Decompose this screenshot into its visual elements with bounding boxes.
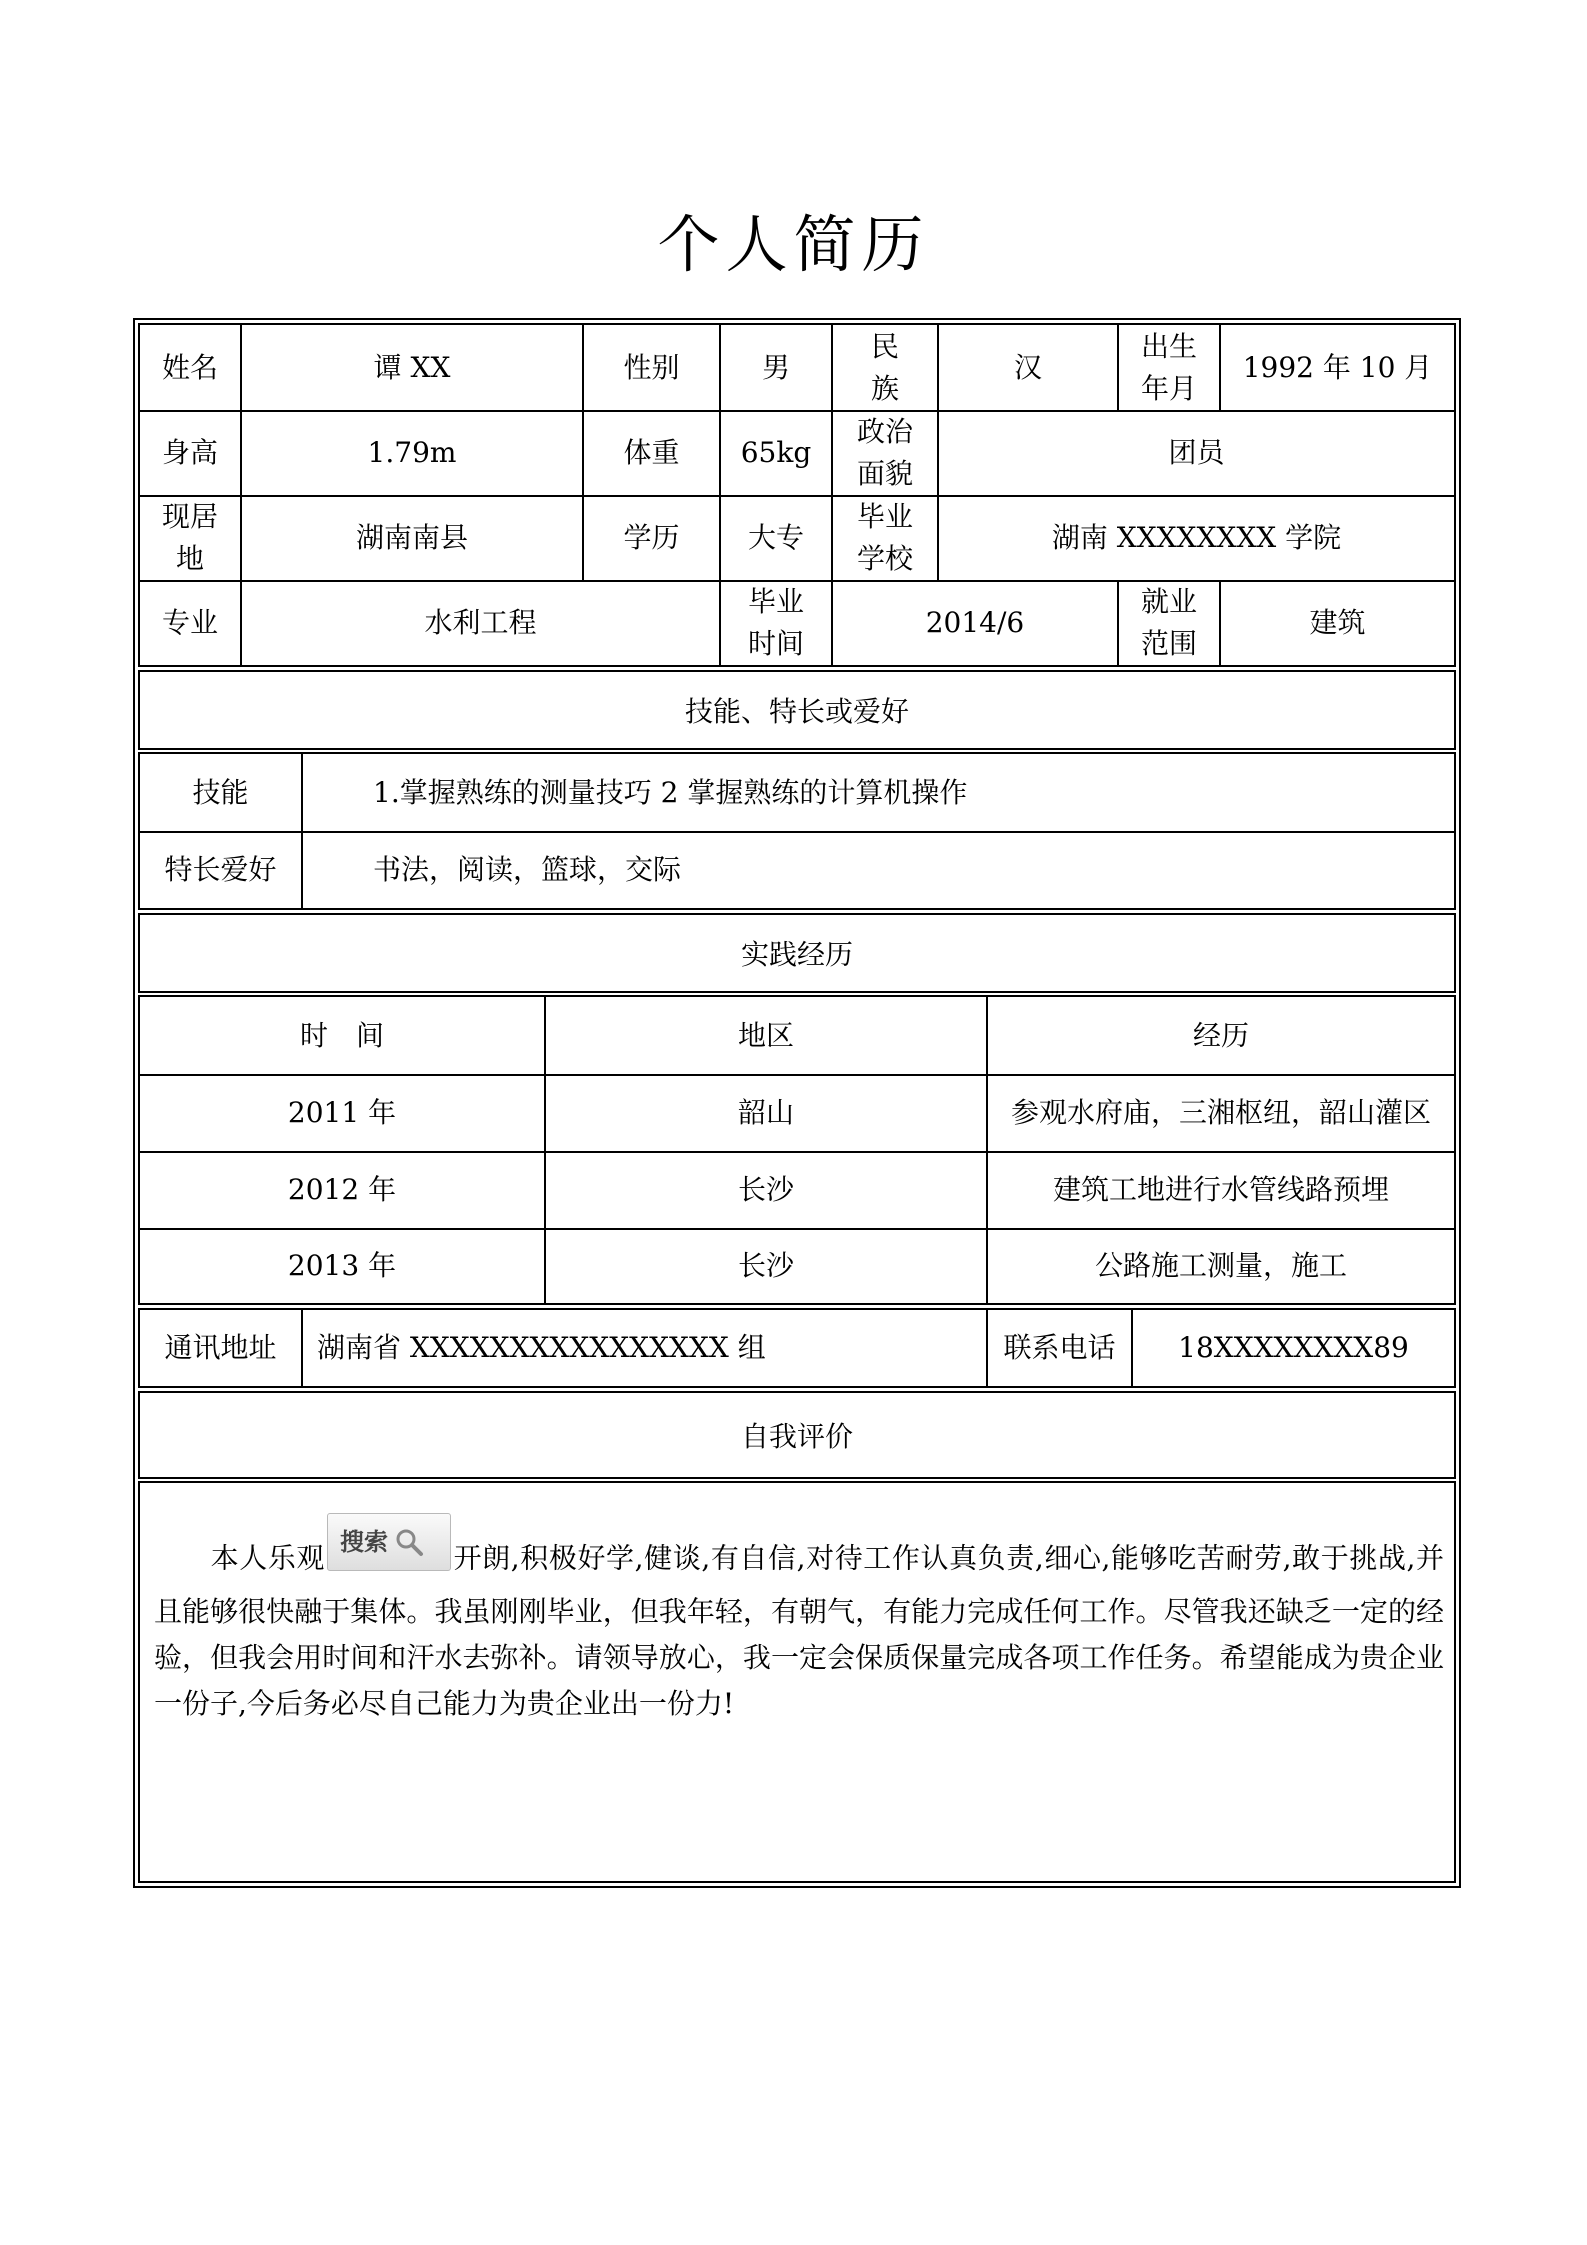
major-value: 水利工程 bbox=[242, 580, 721, 665]
weight-value: 65kg bbox=[721, 410, 833, 495]
practice-header: 实践经历 bbox=[138, 913, 1456, 993]
politics-value: 团员 bbox=[1168, 435, 1225, 469]
row-skills bbox=[140, 754, 1454, 833]
residence-label: 现居地 bbox=[140, 495, 242, 580]
row-hobby bbox=[140, 831, 1454, 908]
school-value: 湖南 XXXXXXXX 学院 bbox=[1051, 520, 1342, 554]
self-eval-text bbox=[154, 1528, 1444, 1727]
basic-info bbox=[138, 323, 1456, 667]
row-residence bbox=[140, 495, 1454, 582]
col-time: 时 间 bbox=[140, 997, 546, 1074]
grad-time-label: 毕业时间 bbox=[721, 580, 833, 665]
row-time: 2011 年 bbox=[140, 1074, 546, 1151]
name-label: 姓名 bbox=[140, 325, 242, 410]
grad-time-value: 2014/6 bbox=[833, 580, 1119, 665]
row-time: 2013 年 bbox=[140, 1228, 546, 1303]
height-value: 1.79m bbox=[242, 410, 584, 495]
employment-label: 就业范围 bbox=[1119, 580, 1221, 665]
row-time: 2012 年 bbox=[140, 1151, 546, 1228]
row-detail: 参观水府庙，三湘枢纽，韶山灌区 bbox=[1010, 1095, 1431, 1129]
major-label: 专业 bbox=[140, 580, 242, 665]
phone-label: 联系电话 bbox=[988, 1310, 1133, 1386]
skills-block bbox=[138, 752, 1456, 910]
search-button[interactable] bbox=[327, 1513, 451, 1571]
education-value: 大专 bbox=[721, 495, 833, 580]
col-detail: 经历 bbox=[1192, 1018, 1249, 1052]
row-place: 长沙 bbox=[546, 1151, 988, 1228]
school-label: 毕业学校 bbox=[833, 495, 939, 580]
skills-header: 技能、特长或爱好 bbox=[138, 670, 1456, 750]
row-name bbox=[140, 325, 1454, 412]
col-place: 地区 bbox=[546, 997, 988, 1074]
row-major bbox=[140, 580, 1454, 665]
gender-value: 男 bbox=[721, 325, 833, 410]
birth-label: 出生年月 bbox=[1119, 325, 1221, 410]
search-label: 搜索 bbox=[339, 1528, 388, 1556]
self-eval-header: 自我评价 bbox=[138, 1391, 1456, 1479]
self-eval-body bbox=[138, 1481, 1456, 1883]
table-row bbox=[140, 1151, 1454, 1230]
address-label: 通讯地址 bbox=[140, 1310, 303, 1386]
ethnicity-value: 汉 bbox=[939, 325, 1119, 410]
hobby-label: 特长爱好 bbox=[140, 831, 303, 908]
table-row bbox=[140, 1228, 1454, 1303]
phone-value: 18XXXXXXXX89 bbox=[1178, 1331, 1409, 1364]
education-label: 学历 bbox=[584, 495, 721, 580]
height-label: 身高 bbox=[140, 410, 242, 495]
name-value: 谭 XX bbox=[242, 325, 584, 410]
row-place: 韶山 bbox=[546, 1074, 988, 1151]
residence-value: 湖南南县 bbox=[242, 495, 584, 580]
practice-header-row bbox=[140, 997, 1454, 1076]
hobby-value: 书法，阅读，篮球，交际 bbox=[373, 852, 682, 886]
ethnicity-label: 民族 bbox=[833, 325, 939, 410]
row-detail: 建筑工地进行水管线路预埋 bbox=[1052, 1172, 1389, 1206]
self-eval-text-start: 本人乐观 bbox=[210, 1541, 325, 1575]
row-detail: 公路施工测量，施工 bbox=[1094, 1248, 1347, 1282]
address-value: 湖南省 XXXXXXXXXXXXXXXX 组 bbox=[303, 1310, 988, 1386]
politics-label: 政治面貌 bbox=[833, 410, 939, 495]
row-height bbox=[140, 410, 1454, 497]
contact-row bbox=[138, 1308, 1456, 1388]
birth-value: 1992 年 10 月 bbox=[1242, 350, 1433, 384]
skills-label: 技能 bbox=[140, 754, 303, 831]
self-eval-text-rest: 开朗,积极好学,健谈,有自信,对待工作认真负责,细心,能够吃苦耐劳,敢于挑战,并且能够很快融于集体。我虽刚刚毕业，但我年轻，有朝气，有能力完成任何工作。尽管我还缺乏一定的经验，但我会用时间和汗水去弥补。请领导放心，我一定会保质保量完成各项工作任务。希望能成为贵企业一份子,今后务必尽自己能力为贵企业出一份力! bbox=[154, 1541, 1444, 1720]
gender-label: 性别 bbox=[584, 325, 721, 410]
weight-label: 体重 bbox=[584, 410, 721, 495]
row-place: 长沙 bbox=[546, 1228, 988, 1303]
resume-table bbox=[133, 318, 1461, 1888]
magnifier-icon bbox=[394, 1527, 424, 1557]
practice-table bbox=[138, 995, 1456, 1305]
skills-value: 1.掌握熟练的测量技巧 2 掌握熟练的计算机操作 bbox=[373, 775, 968, 809]
page-title: 个人简历 bbox=[657, 208, 930, 281]
employment-value: 建筑 bbox=[1309, 605, 1366, 639]
table-row bbox=[140, 1074, 1454, 1153]
